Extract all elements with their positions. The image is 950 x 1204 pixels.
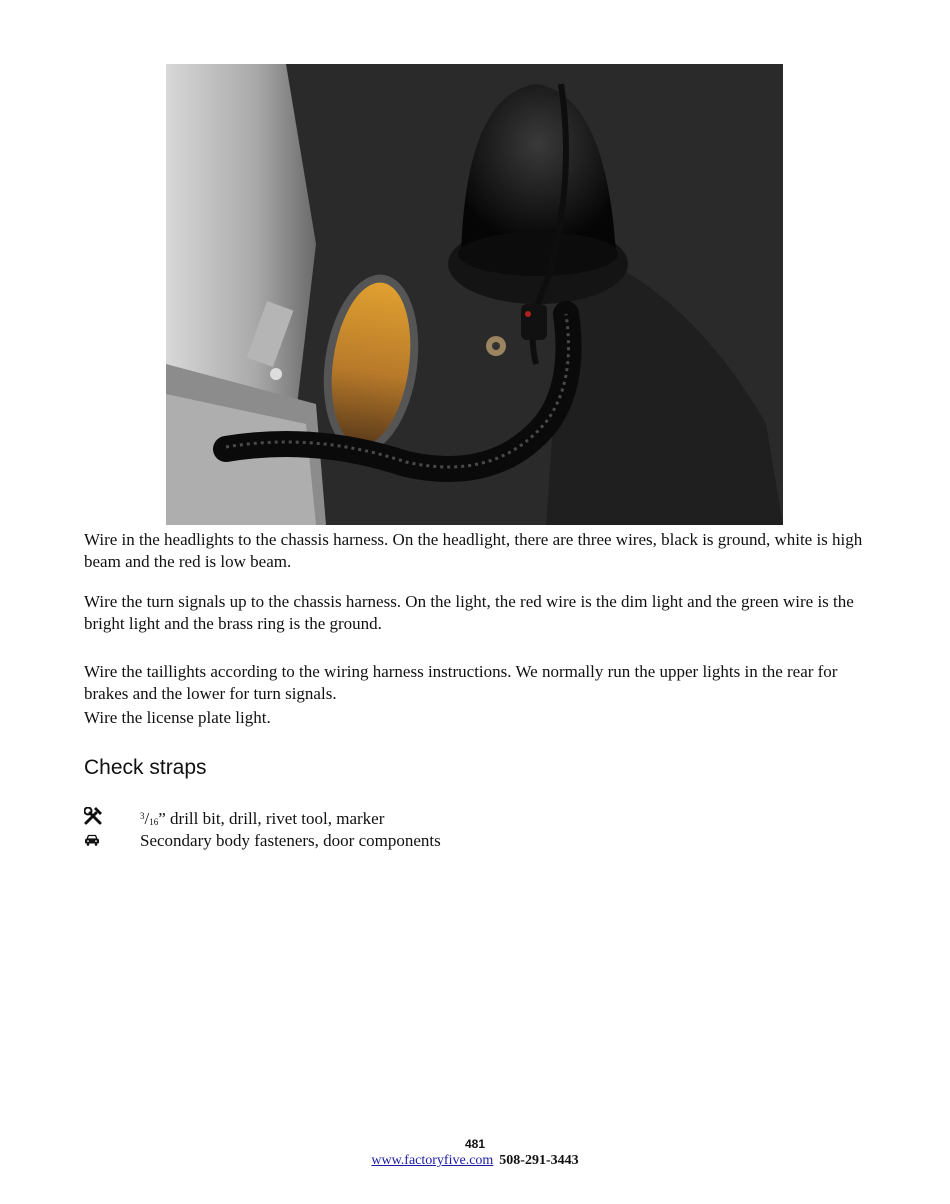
taillights-paragraph: Wire the taillights according to the wiring harness instructions. We normally run the upper lights in the rear for brakes and the lower for turn signals. [84,662,838,703]
page-number: 481 [464,1137,486,1151]
footer-contact [0,1153,950,1169]
drill-bit-fraction: $^3/_{16}$ [140,809,159,828]
headlight-wiring-photo [166,64,783,525]
tools-required-row [84,805,384,833]
tools-list [140,805,384,833]
parts-text: Secondary body fasteners, door components [140,831,441,850]
turn-signals-paragraph: Wire the turn signals up to the chassis harness. On the light, the red wire is the dim light and the green wire is the bright light and the brass ring is the ground. [84,592,854,633]
fraction-denominator: 16 [149,817,159,827]
parts-required-row [84,830,441,852]
car-icon [84,830,140,852]
license-paragraph: Wire the license plate light. [84,708,271,727]
section-title: Check straps [84,756,207,779]
website-link[interactable]: www.factoryfive.com [371,1153,494,1168]
tools-icon [84,807,140,831]
fraction-numerator: 3 [140,811,145,821]
phone-number: 508-291-3443 [499,1153,579,1168]
tools-text: ” drill bit, drill, rivet tool, marker [158,809,385,828]
headlights-paragraph: Wire in the headlights to the chassis harness. On the headlight, there are three wires, black is ground, white is high beam and the red is low beam. [84,530,863,571]
